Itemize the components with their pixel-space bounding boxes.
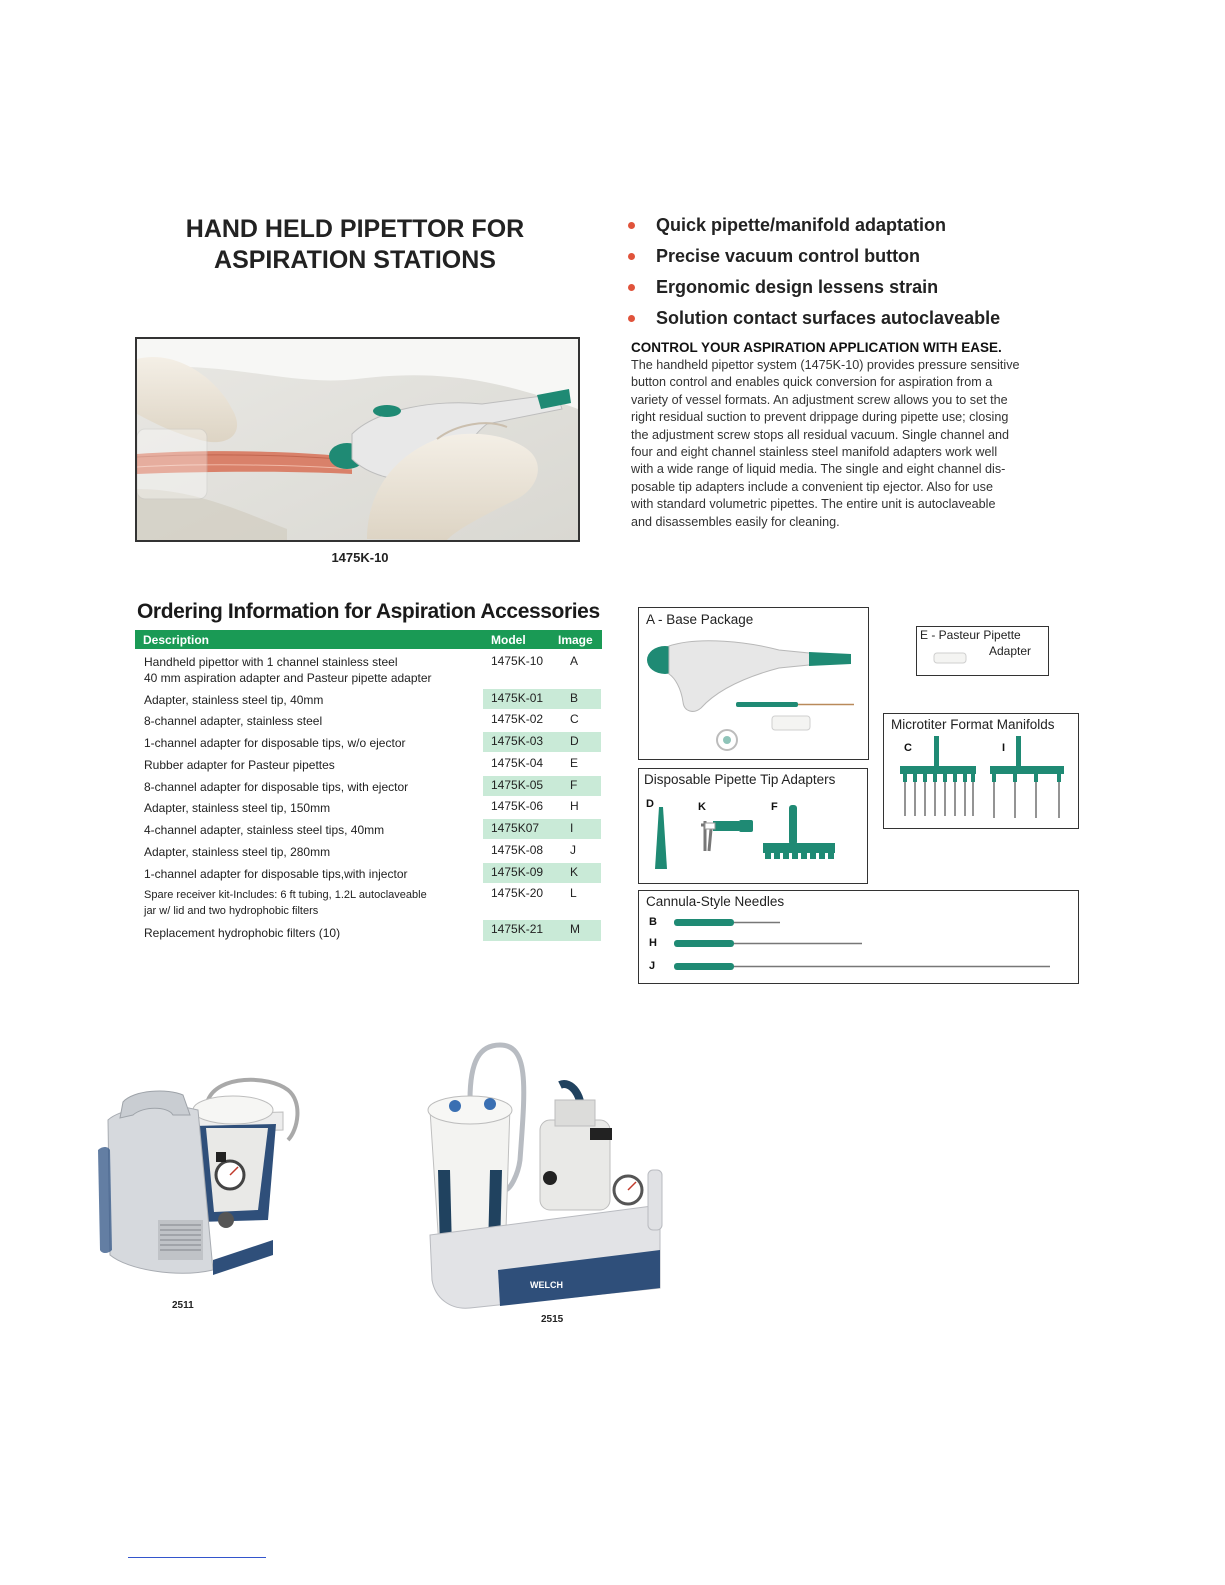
table-row-description: 4-channel adapter, stainless steel tips, 40mm: [144, 823, 385, 837]
row-model-number: 1475K-03: [491, 734, 544, 748]
table-row-description: 1-channel adapter for disposable tips, w/o ejector: [144, 736, 406, 750]
row-model-number: 1475K-10: [491, 654, 544, 668]
table-row-description: Adapter, stainless steel tip, 280mm: [144, 845, 331, 859]
disposable-letter: K: [698, 801, 706, 813]
row-model-number: 1475K-21: [491, 922, 544, 936]
pasteur-adapter-illustration: [933, 651, 969, 665]
row-image-letter: I: [570, 821, 574, 835]
cannula-label: Cannula-Style Needles: [646, 894, 785, 909]
table-row-model: [483, 689, 601, 709]
row-description-line: jar w/ lid and two hydrophobic filters: [144, 905, 319, 917]
disposable-letter: F: [771, 801, 778, 813]
ordering-title: Ordering Information for Aspiration Accessories: [137, 600, 600, 623]
description-line: with standard volumetric pipettes. The entire unit is autoclaveable: [631, 497, 996, 512]
description-body: [631, 357, 1076, 531]
row-image-letter: A: [570, 654, 579, 668]
row-model-number: 1475K07: [491, 821, 540, 835]
description-line: right residual suction to prevent drippage during pipette use; closing: [631, 410, 1009, 425]
ordering-table-header: [135, 630, 602, 649]
feature-text: Ergonomic design lessens strain: [656, 277, 939, 297]
description-line: the adjustment screw stops all residual vacuum. Single channel and: [631, 427, 1010, 442]
table-row-description: [144, 887, 427, 919]
pasteur-adapter-label-line-2: Adapter: [989, 644, 1032, 658]
cannula-letter: J: [649, 960, 656, 972]
row-model-number: 1475K-04: [491, 756, 544, 770]
row-image-letter: J: [570, 843, 576, 857]
table-row-description: [144, 654, 432, 686]
table-row-description: 1-channel adapter for disposable tips,with injector: [144, 867, 408, 881]
page-title-line-2: ASPIRATION STATIONS: [214, 246, 496, 274]
feature-item: [628, 272, 1000, 303]
table-row-model: [483, 920, 601, 941]
table-row-description: 8-channel adapter, stainless steel: [144, 714, 323, 728]
feature-text: Quick pipette/manifold adaptation: [656, 215, 947, 235]
pipettor-in-hand-illustration: [137, 339, 578, 540]
row-description-line: Spare receiver kit-Includes: 6 ft tubing, 1.2L autoclaveable: [144, 889, 427, 901]
row-model-number: 1475K-01: [491, 691, 544, 705]
description-line: The handheld pipettor system (1475K-10) provides pressure sensitive: [631, 358, 1020, 372]
row-model-number: 1475K-08: [491, 843, 544, 857]
row-model-number: 1475K-06: [491, 799, 544, 813]
microtiter-letter: C: [904, 742, 912, 754]
manifold-illustration: [884, 734, 1077, 827]
microtiter-label: Microtiter Format Manifolds: [891, 717, 1055, 732]
bullet-icon: [628, 284, 635, 291]
table-row-model: [483, 863, 601, 883]
product-caption-2515: 2515: [541, 1314, 564, 1325]
description-line: four and eight channel stainless steel manifold adapters work well: [631, 445, 998, 460]
pasteur-adapter-box: [916, 626, 1049, 676]
vacuum-pump-2511-illustration: [98, 1070, 303, 1280]
row-image-letter: D: [570, 734, 579, 748]
feature-text: Solution contact surfaces autoclaveable: [656, 308, 1001, 328]
disposable-tip-label: Disposable Pipette Tip Adapters: [644, 772, 836, 787]
table-row-model: [483, 841, 601, 861]
row-image-letter: H: [570, 799, 579, 813]
cannula-letter: H: [649, 937, 657, 949]
description-line: with a wide range of liquid media. The single and eight channel dis-: [631, 462, 1006, 477]
header-image: Image: [558, 633, 593, 647]
row-model-number: 1475K-20: [491, 886, 544, 900]
description-line: button control and enables quick conversion for aspiration from a: [631, 375, 993, 390]
page-title: [150, 214, 560, 276]
bullet-icon: [628, 315, 635, 322]
product-caption-2511: 2511: [172, 1300, 194, 1311]
row-model-number: 1475K-09: [491, 865, 544, 879]
base-package-label: A - Base Package: [646, 612, 754, 627]
needle-b-icon: [674, 919, 780, 926]
description-line: variety of vessel formats. An adjustment screw allows you to set the: [631, 392, 1008, 407]
description-line: posable tip adapters include a convenient tip ejector. Also for use: [631, 479, 993, 494]
description-line: and disassembles easily for cleaning.: [631, 514, 840, 529]
table-row-model: [483, 797, 601, 817]
description-heading: CONTROL YOUR ASPIRATION APPLICATION WITH EASE.: [631, 340, 1002, 355]
table-row-description: Adapter, stainless steel tip, 40mm: [144, 693, 324, 707]
table-row-model: [483, 652, 601, 686]
feature-text: Precise vacuum control button: [656, 246, 921, 266]
welch-logo-icon: WELCH: [530, 1280, 563, 1290]
row-image-letter: B: [570, 691, 579, 705]
table-row-description: Adapter, stainless steel tip, 150mm: [144, 801, 331, 815]
table-row-description: 8-channel adapter for disposable tips, with ejector: [144, 780, 409, 794]
base-package-illustration: [639, 628, 867, 758]
aspiration-station-2515-illustration: [410, 1040, 668, 1312]
hero-photo: [135, 337, 580, 542]
base-package-box: [638, 607, 869, 760]
cannula-letter: B: [649, 916, 657, 928]
table-row-model: [483, 710, 601, 730]
header-model: Model: [491, 633, 526, 647]
table-row-model: [483, 776, 601, 796]
feature-item: [628, 241, 1000, 272]
needle-j-icon: [674, 963, 1050, 970]
microtiter-letter: I: [1002, 742, 1006, 754]
row-image-letter: F: [570, 778, 578, 792]
disposable-letter: D: [646, 798, 654, 810]
needle-h-icon: [674, 940, 862, 947]
table-row-description: Replacement hydrophobic filters (10): [144, 926, 341, 940]
microtiter-box: [883, 713, 1079, 829]
bullet-icon: [628, 222, 635, 229]
header-description: Description: [143, 633, 210, 647]
feature-item: [628, 210, 1000, 241]
table-row-model: [483, 819, 601, 839]
row-model-number: 1475K-05: [491, 778, 544, 792]
disposable-tip-box: [638, 768, 868, 884]
feature-item: [628, 303, 1000, 334]
row-image-letter: K: [570, 865, 579, 879]
bullet-icon: [628, 253, 635, 260]
cannula-needles-illustration: [639, 891, 1077, 982]
hero-caption: 1475K-10: [331, 550, 389, 565]
disposable-tip-illustration: [639, 789, 866, 882]
row-image-letter: C: [570, 712, 579, 726]
pasteur-adapter-label: E - Pasteur Pipette: [920, 628, 1021, 642]
row-description-line: 40 mm aspiration adapter and Pasteur pipette adapter: [144, 671, 432, 685]
row-image-letter: M: [570, 922, 580, 936]
table-row-model: [483, 884, 601, 918]
row-image-letter: E: [570, 756, 579, 770]
row-model-number: 1475K-02: [491, 712, 544, 726]
table-row-model: [483, 732, 601, 752]
footer-divider: [128, 1557, 266, 1558]
page-title-line-1: HAND HELD PIPETTOR FOR: [185, 215, 525, 243]
table-row-model: [483, 754, 601, 774]
cannula-box: [638, 890, 1079, 984]
row-image-letter: L: [570, 886, 577, 900]
row-description-line: Handheld pipettor with 1 channel stainless steel: [144, 655, 398, 669]
table-row-description: Rubber adapter for Pasteur pipettes: [144, 758, 335, 772]
feature-list: [628, 210, 1000, 334]
